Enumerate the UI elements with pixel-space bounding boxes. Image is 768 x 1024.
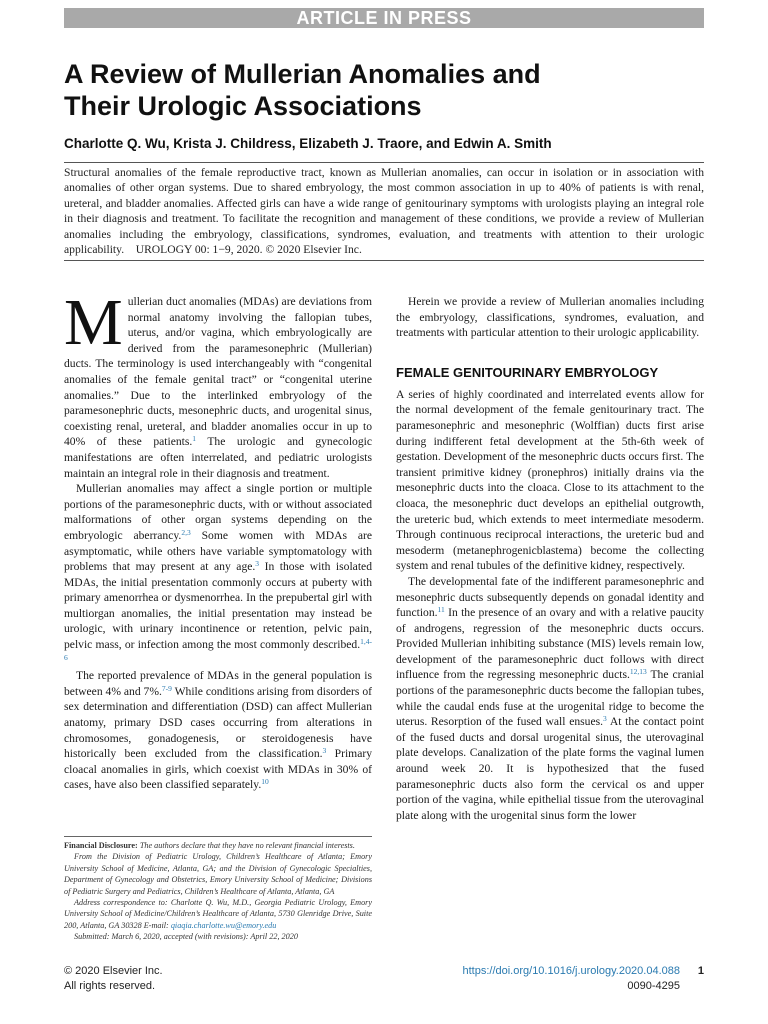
footnotes xyxy=(64,836,372,943)
issn: 0090-4295 xyxy=(627,980,680,992)
title-line-1: A Review of Mullerian Anomalies and xyxy=(64,59,541,89)
correspondence-note xyxy=(64,897,372,931)
affiliation-note: From the Division of Pediatric Urology, Children’s Healthcare of Atlanta; Emory University School of Medicine, Atlanta, GA; and the Division of Gynecologic Specialties, Department of Gynecology and Obstetrics, Emory University School of Medicine; Divisions of Pediatric Surgery and Pediatrics, Children’s Healthcare of Atlanta, Atlanta, GA xyxy=(64,852,372,896)
body-paragraph xyxy=(64,286,372,481)
email-link[interactable]: qiaqia.charlotte.wu@emory.edu xyxy=(170,920,277,930)
text-run: In those with isolated MDAs, the initial presentation commonly occurs at puberty with primary amenorrhea or dysmenorrhea. In the prepubertal girl with multiorgan anomalies, the initial presentation may instead be urologic, with urinary incontinence or retention, pelvic pain, pelvic mass, or infection among the most commonly described. xyxy=(64,560,372,652)
drop-cap: M xyxy=(64,286,123,359)
reference-link[interactable]: 3 xyxy=(322,746,327,756)
doi-link[interactable]: https://doi.org/10.1016/j.urology.2020.04.088 xyxy=(462,965,680,977)
text-run: The urologic and gynecologic manifestations are often interrelated, and pediatric urologists maintain an integral role in their diagnosis and treatment. xyxy=(64,435,372,480)
article-title xyxy=(64,58,704,122)
disclosure-label: Financial Disclosure: xyxy=(64,841,138,850)
abstract-box xyxy=(64,162,704,261)
text-run: Mullerian anomalies may affect a single portion or multiple portions of the paramesonephric ducts, with or without associated malformations of other organ systems depending on the embryologic aberrancy. xyxy=(64,482,372,542)
copyright-block xyxy=(64,964,264,994)
abstract-body: Structural anomalies of the female reproductive tract, known as Mullerian anomalies, can occur in isolation or in association with anomalies of other organ systems. Due to shared embryology, the most common association in up to 40% of patients is with renal, ureteral, and bladder anomalies. Affected girls can have a wide range of genitourinary symptoms with urologists playing an integral role in their diagnosis and treatment. To facilitate the recognition and management of these conditions, we provide a review of Mullerian anomalies including the embryology, classifications, syndromes, evaluation, and treatments with attention to their urologic applicability. xyxy=(64,166,704,257)
reference-link[interactable]: 1,4-6 xyxy=(64,637,372,662)
correspondence-text: Address correspondence to: Charlotte Q. Wu, M.D., Georgia Pediatric Urology, Emory University School of Medicine/Children’s Healthcare of Atlanta, 5730 Glenridge Drive, Suite 200, Atlanta, GA 30328 E-mail: xyxy=(64,898,372,930)
reference-link[interactable]: 12,13 xyxy=(629,667,647,677)
abstract-citation: UROLOGY 00: 1−9, 2020. © 2020 Elsevier Inc. xyxy=(135,243,362,257)
submission-dates: Submitted: March 6, 2020, accepted (with revisions): April 22, 2020 xyxy=(74,932,298,942)
reference-link[interactable]: 2,3 xyxy=(181,527,191,537)
reference-link[interactable]: 3 xyxy=(603,714,607,724)
rights-reserved: All rights reserved. xyxy=(64,980,156,992)
reference-link[interactable]: 7-9 xyxy=(161,683,172,693)
doi-block xyxy=(360,964,680,994)
abstract-text xyxy=(64,165,704,257)
reference-link[interactable]: 10 xyxy=(261,777,269,787)
article-in-press-banner: ARTICLE IN PRESS xyxy=(64,8,704,28)
author-list: Charlotte Q. Wu, Krista J. Childress, Elizabeth J. Traore, and Edwin A. Smith xyxy=(64,136,552,151)
section-heading: FEMALE GENITOURINARY EMBRYOLOGY xyxy=(396,364,659,380)
disclosure-text: The authors declare that they have no relevant financial interests. xyxy=(137,841,355,850)
financial-disclosure xyxy=(64,840,372,851)
body-paragraph: Herein we provide a review of Mullerian anomalies including the embryology, classifications, syndromes, evaluation, and treatments with particular attention to their urologic applicability. xyxy=(396,295,704,340)
body-paragraph xyxy=(64,481,372,668)
title-line-2: Their Urologic Associations xyxy=(64,91,422,121)
page-number: 1 xyxy=(697,965,704,977)
text-run: In the presence of an ovary and with a relative paucity of androgens, regression of the mesonephric ducts occurs. Provided Mullerian inhibiting substance (MIS) levels remain low, development of the paramesonephric duct follows with direct influence from the regressing mesonephric ducts. xyxy=(396,606,704,682)
body-paragraph: A series of highly coordinated and interrelated events allow for the normal development of the female genitourinary tract. The paramesonephric and mesonephric (Wolffian) ducts first arise during indifferent fetal development at the 5th-6th week of gestation. Development of the mesonephric ducts occurs first. The transient primitive kidney (pronephros) initially drains via the mesonephric ducts into the cloaca. Close to its attachment to the cloaca, the mesonephric duct develops an epithelial outgrowth, the ureteric bud, which extends to meet intermediate mesoderm. Through continuous reciprocal interactions, the ureteric bud and mesoderm (metanephrogenicblastema) become the collecting system and renal tubules of the definitive kidney, respectively. xyxy=(396,387,704,573)
body-paragraph xyxy=(64,668,372,793)
text-run: While conditions arising from disorders of sex determination and differentiation (DSD) can affect Mullerian anatomy, primary DSD cases occurring from alterations in chromosomes, gonadogenesis, or steroidogenesis have historically been excluded from the classification. xyxy=(64,684,372,761)
reference-link[interactable]: 11 xyxy=(437,605,445,615)
text-run: Primary cloacal anomalies in girls, which coexist with MDAs in 30% of cases, have also been classified separately. xyxy=(64,747,373,792)
text-run: At the contact point of the fused ducts and dorsal urogenital sinus, the uterovaginal plate develops. Canalization of the plate forms the vaginal lumen around week 20. It is hypothesized that the fused paramesonephric ducts also form the cervical os and upper portion of the vagina, while epithelial tissue from the uterovaginal plate along with the urogenital sinus form the lower xyxy=(396,715,704,822)
body-paragraph xyxy=(396,574,704,824)
text-run: Some women with MDAs are asymptomatic, while others have variable symptomatology with problems that may present at any age. xyxy=(64,528,372,574)
reference-link[interactable]: 3 xyxy=(255,559,260,569)
text-run: The reported prevalence of MDAs in the general population is between 4% and 7%. xyxy=(64,669,372,698)
text-run: The developmental fate of the indifferent paramesonephric and mesonephric ducts subsequently depends on gonadal identity and function. xyxy=(396,574,704,620)
body-column-left xyxy=(64,286,373,793)
reference-link[interactable]: 1 xyxy=(192,434,197,444)
body-column-right xyxy=(396,294,704,823)
copyright: © 2020 Elsevier Inc. xyxy=(64,965,163,977)
text-run: The cranial portions of the paramesonephric ducts become the fallopian tubes, while the caudal ends fuse at the urogenital ridge to become the uterus. Resorption of the fused wall ensues. xyxy=(396,668,704,729)
text-run: ullerian duct anomalies (MDAs) are deviations from normal anatomy involving the fallopian tubes, uterus, and/or vagina, which embryologically are derived from the paramesonephric (Mullerian) ducts. The terminology is used interchangeably with “congenital anomalies of the female genital tract” or “congenital uterine anomalies.” Due to the interlinked embryology of the paramesonephric ducts, mesonephric ducts, and urogenital sinus, coexisting renal, ureteral, and bladder anomalies occur in up to 40% of these patients. xyxy=(64,295,372,449)
